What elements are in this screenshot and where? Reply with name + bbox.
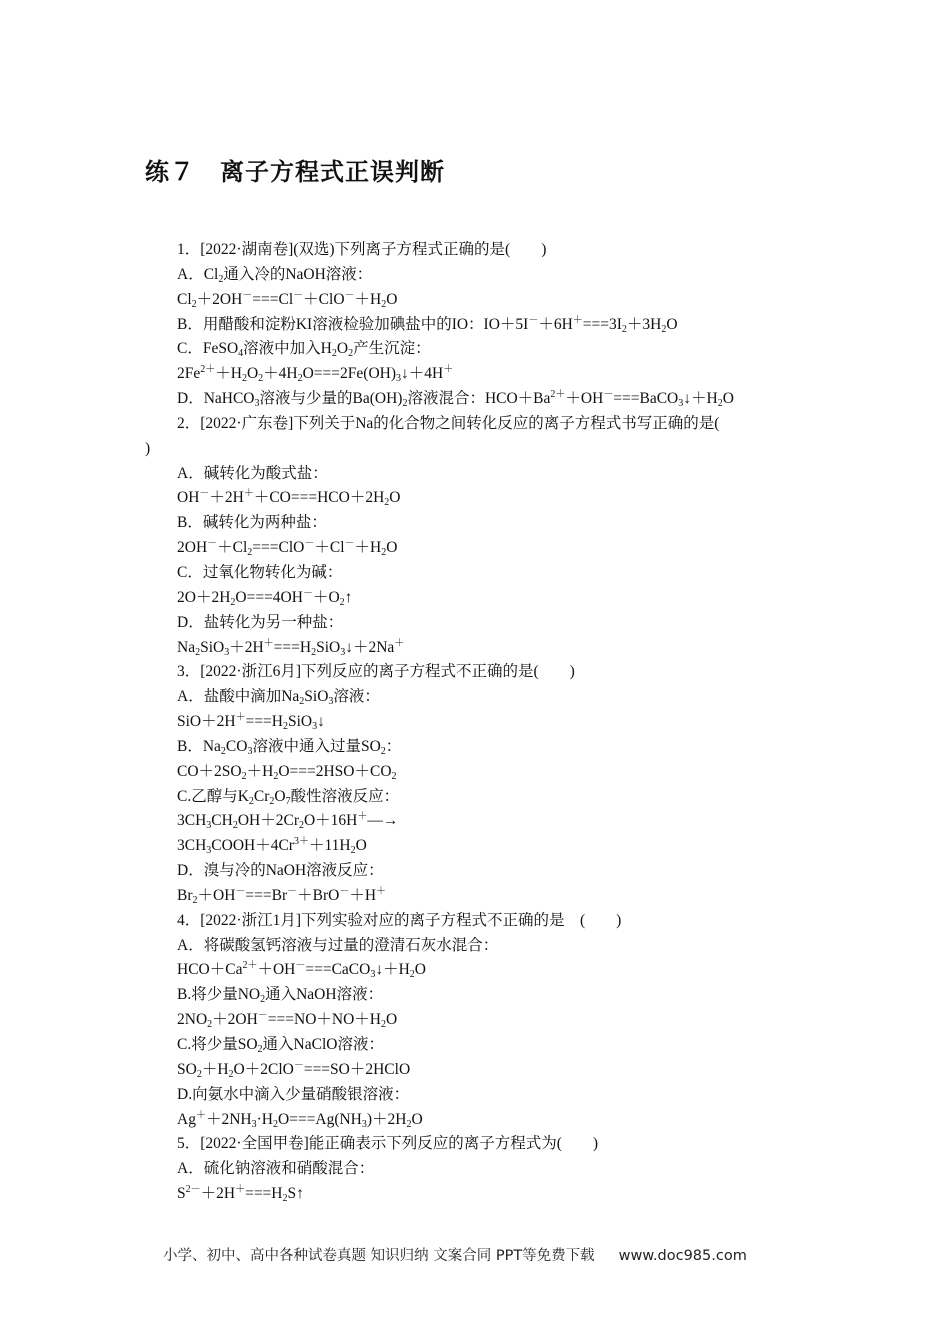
- equation-line: $CO+2SO_2+H_2O===2HSO+CO_2$: [177, 762, 397, 782]
- equation-line: $Na_2SiO_3+2H^+===H_2SiO_3↓+2Na^+$: [177, 637, 405, 658]
- equation-line: $SiO+2H^+===H_2SiO_3↓$: [177, 712, 325, 733]
- question-stem: 3．[2022·浙江6月]下列反应的离子方程式不正确的是( ): [177, 663, 575, 681]
- option-b: B．$Na_2CO_3$溶液中通入过量$SO_2$：: [177, 737, 402, 757]
- option-a: A．硫化钠溶液和硝酸混合：: [177, 1160, 375, 1178]
- option-a: A．碱转化为酸式盐：: [177, 464, 328, 482]
- option-d: D.向氨水中滴入少量硝酸银溶液：: [177, 1085, 410, 1103]
- equation-line: $Cl_2+2OH^-===Cl^-+ClO^-+H_2O$: [177, 289, 398, 310]
- option-c: C．FeSO$_4$溶液中加入$H_2O_2$产生沉淀：: [177, 340, 431, 360]
- question-stem: 2．[2022·广东卷]下列关于Na的化合物之间转化反应的离子方程式书写正确的是(: [177, 414, 720, 432]
- question-stem: 5．[2022·全国甲卷]能正确表示下列反应的离子方程式为( ): [177, 1135, 599, 1153]
- equation-line: $2Fe^{2+}+H_2O_2+4H_2O===2Fe(OH)_3↓+4H^+$: [177, 364, 454, 385]
- option-b: B.将少量$NO_2$通入NaOH溶液：: [177, 986, 384, 1006]
- equation-line: $2O+2H_2O===4OH^-+O_2↑$: [177, 587, 353, 608]
- option-c: C．过氧化物转化为碱：: [177, 563, 343, 581]
- question-3: [145, 660, 805, 908]
- page-footer: [163, 1244, 747, 1265]
- option-b: B．碱转化为两种盐：: [177, 514, 327, 532]
- option-d: D．NaHCO$_3$溶液与少量的$Ba(OH)_2$溶液混合：$HCO+Ba^{2+}+OH^-===BaCO_3↓+H_2O$: [177, 389, 734, 410]
- equation-line: $2NO_2+2OH^-===NO+NO+H_2O$: [177, 1010, 398, 1031]
- footer-site-link[interactable]: www.doc985.com: [618, 1248, 747, 1264]
- equation-line: $HCO+Ca^{2+}+OH^-===CaCO_3↓+H_2O$: [177, 960, 426, 981]
- question-stem: 4．[2022·浙江1月]下列实验对应的离子方程式不正确的是 ( ): [177, 911, 622, 929]
- equation-line: $OH^-+2H^++CO===HCO+2H_2O$: [177, 488, 401, 509]
- question-5: [145, 1132, 805, 1207]
- question-stem: 1．[2022·湖南卷](双选)下列离子方程式正确的是( ): [177, 241, 547, 258]
- equation-line: $S^{2-}+2H^+===H_2S↑$: [177, 1184, 304, 1205]
- question-4: [145, 909, 805, 1133]
- equation-line: $Ag^++2NH_3\cdot H_2O===Ag(NH_3)+2H_2O$: [177, 1109, 423, 1130]
- question-stem-continued: ): [145, 439, 151, 457]
- equation-line: $Br_2+OH^-===Br^-+BrO^-+H^+$: [177, 885, 387, 906]
- equation-line: $SO_2+H_2O+2ClO^-===SO+2HClO$: [177, 1059, 411, 1080]
- option-d: D．溴与冷的NaOH溶液反应：: [177, 862, 384, 880]
- question-2: [145, 412, 805, 660]
- option-c: C.将少量$SO_2$通入NaClO溶液：: [177, 1036, 384, 1055]
- equation-line: $3CH_3CH_2OH+2Cr_2O+16H^+―\to$: [177, 811, 399, 832]
- option-a: A．盐酸中滴加$Na_2SiO_3$溶液：: [177, 688, 380, 708]
- equation-line: $3CH_3COOH+4Cr^{3+}+11H_2O$: [177, 836, 367, 857]
- option-d: D．盐转化为另一种盐：: [177, 613, 344, 631]
- question-list: [145, 238, 805, 1207]
- option-b: B．用醋酸和淀粉KI溶液检验加碘盐中的IO：$IO+5I^-+6H^+===3I_2+3H_2O$: [177, 314, 678, 335]
- question-1: [145, 238, 805, 412]
- equation-line: $2OH^-+Cl_2===ClO^-+Cl^-+H_2O$: [177, 538, 398, 559]
- page-title: 练７ 离子方程式正误判断: [145, 158, 445, 186]
- option-a: A．将碳酸氢钙溶液与过量的澄清石灰水混合：: [177, 936, 499, 954]
- footer-text: 小学、初中、高中各种试卷真题 知识归纳 文案合同 PPT等免费下载: [163, 1248, 595, 1264]
- option-c: C.乙醇与$K_2Cr_2O_7$酸性溶液反应：: [177, 787, 400, 807]
- option-a: A．$Cl_2$通入冷的NaOH溶液：: [177, 265, 373, 285]
